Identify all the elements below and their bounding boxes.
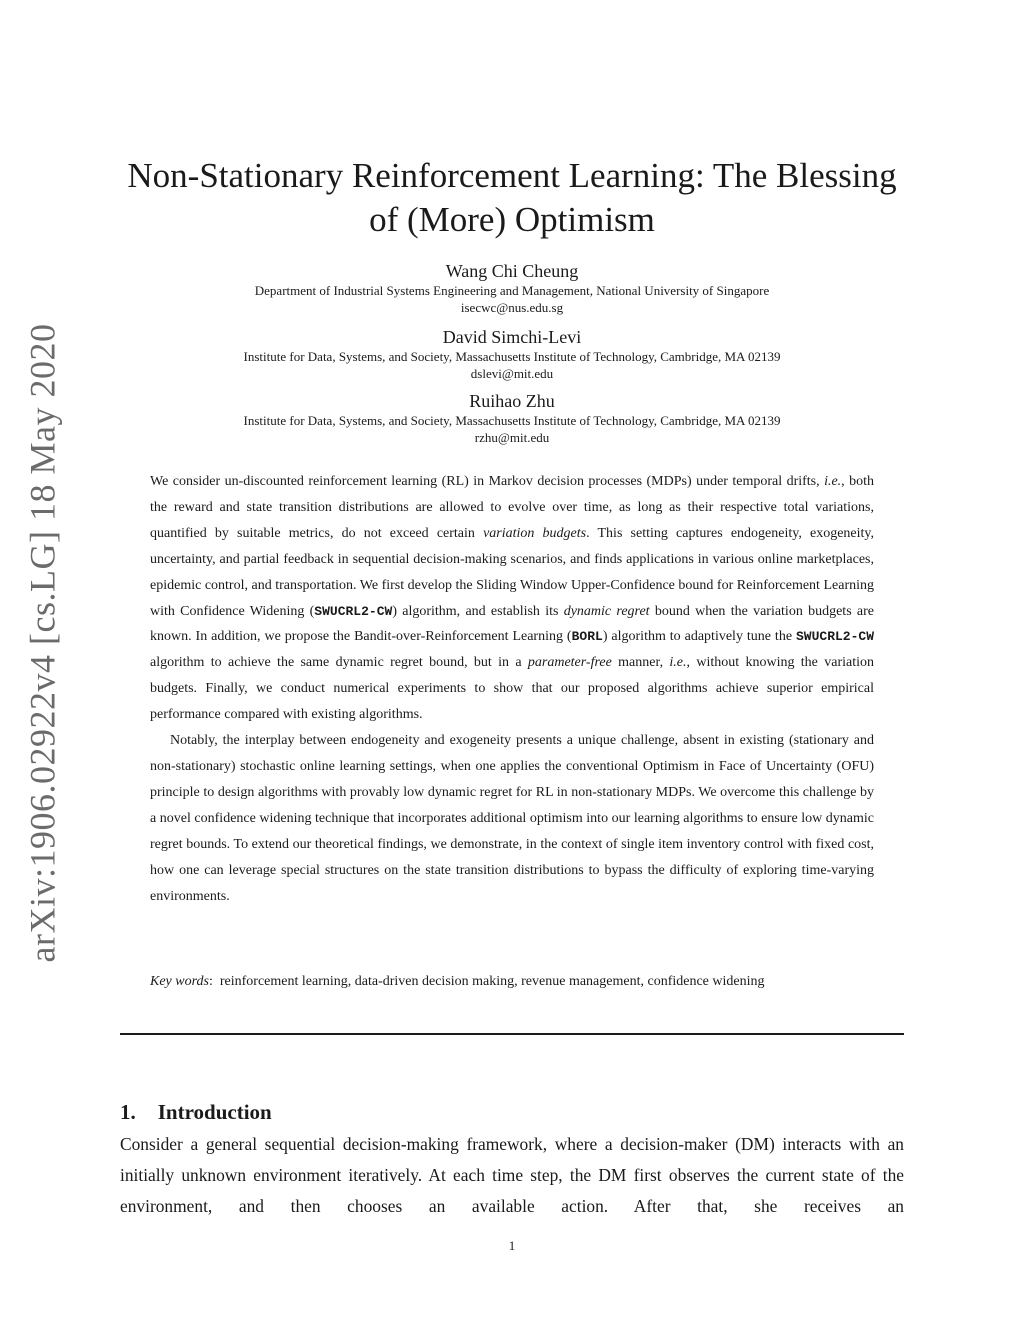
author-affiliation: Institute for Data, Systems, and Society, Massachusetts Institute of Technology, Cambridge, MA 02139 xyxy=(243,413,781,428)
keywords-text: reinforcement learning, data-driven decision making, revenue management, confidence widening xyxy=(219,974,765,989)
section-heading xyxy=(120,1098,272,1126)
author-name: Wang Chi Cheung xyxy=(445,261,579,281)
author-block xyxy=(120,260,904,316)
algorithm-name: SWUCRL2-CW xyxy=(795,629,874,645)
author-name: Ruihao Zhu xyxy=(469,391,555,411)
author-email: isecwc@nus.edu.sg xyxy=(460,300,564,315)
algorithm-name: BORL xyxy=(571,629,603,645)
author-block xyxy=(120,390,904,446)
algorithm-name: SWUCRL2-CW xyxy=(314,603,393,619)
author-name: David Simchi-Levi xyxy=(442,327,582,347)
keywords: Key words: reinforcement learning, data-driven decision making, revenue management, confidence widening xyxy=(150,974,765,989)
section-divider xyxy=(120,1033,904,1035)
arxiv-identifier: arXiv:1906.02922v4 [cs.LG] 18 May 2020 xyxy=(22,323,63,963)
author-email: dslevi@mit.edu xyxy=(470,366,554,381)
paper-title: Non-Stationary Reinforcement Learning: The Blessing of (More) Optimism xyxy=(127,156,897,239)
author-email: rzhu@mit.edu xyxy=(474,430,550,445)
author-affiliation: Department of Industrial Systems Engineering and Management, National University of Singapore xyxy=(254,283,770,298)
abstract-paragraph: Notably, the interplay between endogeneity and exogeneity presents a unique challenge, absent in existing (stationary and non-stationary) stochastic online learning settings, when one applies the conventional Optimism in Face of Uncertainty (OFU) principle to design algorithms with provably low dynamic regret for RL in non-stationary MDPs. We overcome this challenge by a novel confidence widening technique that incorporates additional optimism into our learning algorithms to ensure low dynamic regret bounds. To extend our theoretical findings, we demonstrate, in the context of single item inventory control with fixed cost, how one can leverage special structures on the state transition distributions to bypass the difficulty of exploring time-varying environments. xyxy=(150,733,874,904)
author-affiliation: Institute for Data, Systems, and Society, Massachusetts Institute of Technology, Cambridge, MA 02139 xyxy=(243,349,781,364)
page-number: 1 xyxy=(508,1238,516,1253)
section-body: Consider a general sequential decision-making framework, where a decision-maker (DM) interacts with an initially unknown environment iteratively. At each time step, the DM first observes the current state of the environment, and then chooses an available action. After that, she receives an xyxy=(120,1134,904,1216)
section-title: Introduction xyxy=(157,1100,272,1124)
abstract xyxy=(150,469,874,909)
abstract-paragraph: We consider un-discounted reinforcement learning (RL) in Markov decision processes (MDPs) under temporal drifts, i.e., both the reward and state transition distributions are allowed to evolve over time, as long as their respective total variations, quantified by suitable metrics, do not exceed certain variation budgets. This setting captures endogeneity, exogeneity, uncertainty, and partial feedback in sequential decision-making scenarios, and finds applications in various online marketplaces, epidemic control, and transportation. We first develop the Sliding Window Upper-Confidence bound for Reinforcement Learning with Confidence Widening (SWUCRL2-CW) algorithm, and establish its dynamic regret bound when the variation budgets are known. In addition, we propose the Bandit-over-Reinforcement Learning (BORL) algorithm to adaptively tune the SWUCRL2-CW algorithm to achieve the same dynamic regret bound, but in a parameter-free manner, i.e., without knowing the variation budgets. Finally, we conduct numerical experiments to show that our proposed algorithms achieve superior empirical performance compared with existing algorithms. xyxy=(150,474,875,723)
keywords-label: Key words xyxy=(150,974,209,989)
section-number: 1. xyxy=(120,1100,136,1124)
author-block xyxy=(120,326,904,382)
arxiv-sidebar xyxy=(10,323,74,963)
